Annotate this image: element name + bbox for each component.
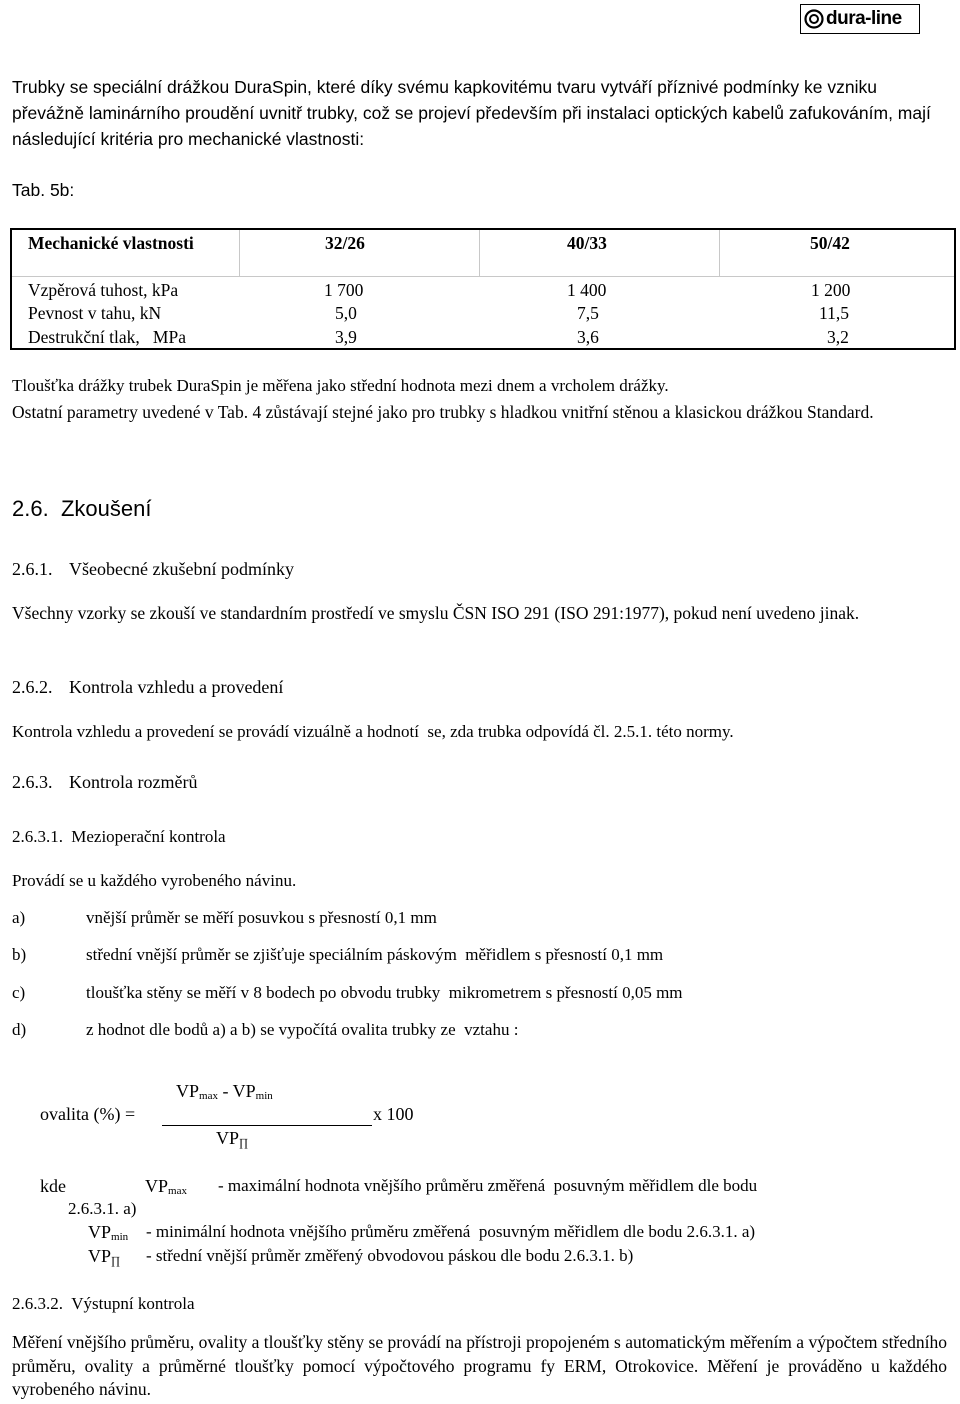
table-caption: Tab. 5b: xyxy=(12,180,75,200)
table-cell: 7,5 xyxy=(577,303,599,323)
note-line-1: Tloušťka drážky trubek DuraSpin je měřena jako střední hodnota mezi dnem a vrcholem drážky. xyxy=(12,376,669,395)
logo-text: dura-line xyxy=(826,8,902,29)
list-item: z hodnot dle bodů a) a b) se vypočítá ovalita trubky ze vztahu : xyxy=(86,1020,519,1039)
table-cell: 1 200 xyxy=(811,280,851,300)
subsection-heading xyxy=(12,827,226,847)
paragraph: Všechny vzorky se zkouší ve standardním prostředí ve smyslu ČSN ISO 291 (ISO 291:1977), pokud není uvedeno jinak. xyxy=(12,603,860,623)
subsection-title: Kontrola vzhledu a provedení xyxy=(69,677,284,697)
legend-description: - střední vnější průměr změřený obvodovou páskou dle bodu 2.6.3.1. b) xyxy=(146,1246,634,1265)
subsection-title: Kontrola rozměrů xyxy=(69,772,198,792)
subsection-heading xyxy=(12,772,197,793)
subsection-title: Mezioperační kontrola xyxy=(71,827,226,846)
properties-table xyxy=(10,228,956,350)
formula-denominator: $VP_\prod$ xyxy=(216,1128,249,1149)
list-item-label: b) xyxy=(12,945,27,964)
list-item-label: a) xyxy=(12,908,26,927)
subsection-number: 2.6.2. xyxy=(12,677,53,697)
section-title: Zkoušení xyxy=(60,496,152,521)
section-heading xyxy=(12,496,151,522)
legend-description: - maximální hodnota vnějšího průměru změřená posuvným měřidlem dle bodu xyxy=(218,1176,758,1195)
table-cell: 3,2 xyxy=(827,327,849,347)
table-cell: 3,6 xyxy=(577,327,599,347)
formula-lhs: ovalita (%) = xyxy=(40,1104,136,1124)
fraction-bar xyxy=(162,1125,372,1126)
table-cell: Destrukční tlak, MPa xyxy=(28,327,186,347)
list-item-label: d) xyxy=(12,1020,27,1039)
intro-paragraph: Trubky se speciální drážkou DuraSpin, které díky svému kapkovitému tvaru vytváří příznivé podmínky ke vzniku převážně laminárního proudění uvnitř trubky, což se projeví především při instalaci optických kabelů zafukováním, mají následující kritéria pro mechanické vlastnosti: xyxy=(12,77,931,149)
table-header-cell: 50/42 xyxy=(810,233,850,253)
table-header-cell: Mechanické vlastnosti xyxy=(28,233,194,253)
subsection-title: Všeobecné zkušební podmínky xyxy=(69,559,294,579)
list-item: vnější průměr se měří posuvkou s přesností 0,1 mm xyxy=(86,908,437,927)
note-line-2: Ostatní parametry uvedené v Tab. 4 zůstávají stejné jako pro trubky s hladkou vnitřní stěnou a klasickou drážkou Standard. xyxy=(12,402,874,422)
table-cell: 1 400 xyxy=(567,280,607,300)
formula-numerator: $VP_{max} - VP_{min}$ xyxy=(176,1081,273,1102)
legend-symbol: $VP_{max}$ xyxy=(145,1176,187,1197)
table-header-cell: 32/26 xyxy=(325,233,365,253)
list-item-label: c) xyxy=(12,983,26,1002)
subsection-heading xyxy=(12,559,294,580)
subsection-number: 2.6.3.1. xyxy=(12,827,63,846)
legend-kde: kde xyxy=(40,1176,66,1196)
paragraph: Měření vnějšího průměru, ovality a tloušťky stěny se provádí na přístroji propojeném s automatickým měřením a výpočtem středního průměru, ovality a průměrné tloušťky pomocí výpočtového programu fy ERM, Otrokovice. Měření je prováděno u každého vyrobeného návinu. xyxy=(12,1332,947,1399)
table-cell: Pevnost v tahu, kN xyxy=(28,303,162,323)
list-item: střední vnější průměr se zjišťuje speciálním páskovým měřidlem s přesností 0,1 mm xyxy=(86,945,664,964)
logo-mark-icon xyxy=(804,9,824,29)
legend-symbol: $VP_{min}$ xyxy=(88,1222,129,1243)
table-cell: Vzpěrová tuhost, kPa xyxy=(28,280,179,300)
subsection-number: 2.6.3.2. xyxy=(12,1294,63,1313)
subsection-heading xyxy=(12,1294,195,1314)
legend-description-cont: 2.6.3.1. a) xyxy=(68,1199,137,1218)
table-header-cell: 40/33 xyxy=(567,233,607,253)
paragraph: Kontrola vzhledu a provedení se provádí vizuálně a hodnotí se, zda trubka odpovídá čl. 2.5.1. této normy. xyxy=(12,722,734,741)
paragraph: Provádí se u každého vyrobeného návinu. xyxy=(12,871,297,890)
table-cell: 11,5 xyxy=(819,303,849,323)
legend-symbol: $VP_\prod$ xyxy=(88,1246,121,1267)
table-cell: 3,9 xyxy=(335,327,357,347)
company-logo xyxy=(800,4,920,34)
list-item: tloušťka stěny se měří v 8 bodech po obvodu trubky mikrometrem s přesností 0,05 mm xyxy=(86,983,683,1002)
table-cell: 5,0 xyxy=(335,303,357,323)
section-number: 2.6. xyxy=(12,496,49,521)
legend-description: - minimální hodnota vnějšího průměru změřená posuvným měřidlem dle bodu 2.6.3.1. a) xyxy=(146,1222,756,1241)
subsection-number: 2.6.1. xyxy=(12,559,53,579)
formula-multiplier: x 100 xyxy=(373,1104,414,1124)
subsection-number: 2.6.3. xyxy=(12,772,53,792)
subsection-heading xyxy=(12,677,283,698)
subsection-title: Výstupní kontrola xyxy=(71,1294,195,1313)
table-cell: 1 700 xyxy=(324,280,364,300)
